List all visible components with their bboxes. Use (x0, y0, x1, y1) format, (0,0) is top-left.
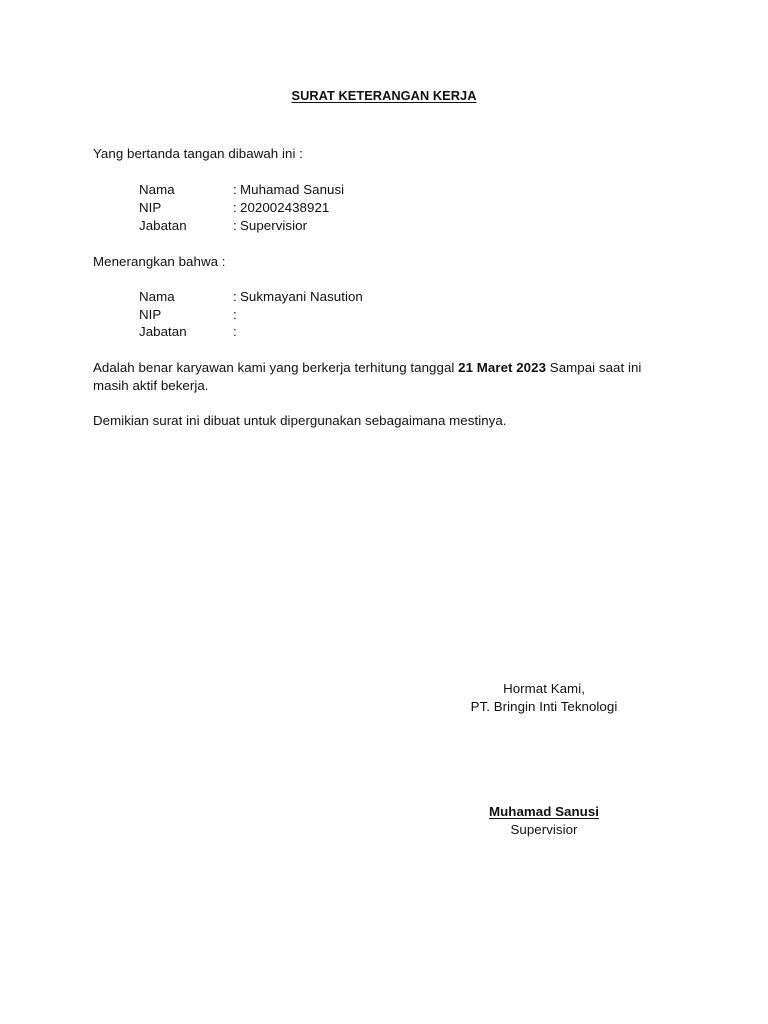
employee-name-value: Sukmayani Nasution (240, 289, 363, 304)
signature-block (440, 803, 648, 821)
closing-sentence: Demikian surat ini dibuat untuk dipergunakan sebagaimana mestinya. (93, 413, 507, 428)
closing-greeting: Hormat Kami, (503, 681, 585, 696)
field-colon: : (233, 289, 237, 304)
field-colon: : (233, 200, 237, 215)
statement-text: Sampai saat ini (546, 360, 642, 375)
start-date: 21 Maret 2023 (458, 360, 547, 375)
field-label: Nama (139, 289, 175, 304)
statement-line-2: masih aktif bekerja. (93, 378, 209, 393)
signer-title: Supervisior (510, 822, 578, 837)
signer-name: Muhamad Sanusi (488, 804, 600, 819)
signatory-position-value: Supervisior (240, 218, 308, 233)
signatory-nip-value: 202002438921 (240, 200, 330, 215)
field-label: Jabatan (139, 218, 187, 233)
declares-text: Menerangkan bahwa : (93, 254, 226, 269)
field-colon: : (233, 307, 237, 322)
letter-title: SURAT KETERANGAN KERJA (291, 88, 477, 103)
statement-paragraph (93, 359, 693, 395)
company-name: PT. Bringin Inti Teknologi (470, 699, 618, 714)
field-colon: : (233, 324, 237, 339)
field-label: Jabatan (139, 324, 187, 339)
statement-line-1 (93, 359, 693, 377)
field-label: Nama (139, 182, 175, 197)
field-label: NIP (139, 307, 162, 322)
signatory-name-value: Muhamad Sanusi (240, 182, 345, 197)
field-colon: : (233, 182, 237, 197)
field-label: NIP (139, 200, 162, 215)
intro-text: Yang bertanda tangan dibawah ini : (93, 146, 303, 161)
field-colon: : (233, 218, 237, 233)
statement-text: Adalah benar karyawan kami yang berkerja terhitung tanggal (93, 360, 459, 375)
